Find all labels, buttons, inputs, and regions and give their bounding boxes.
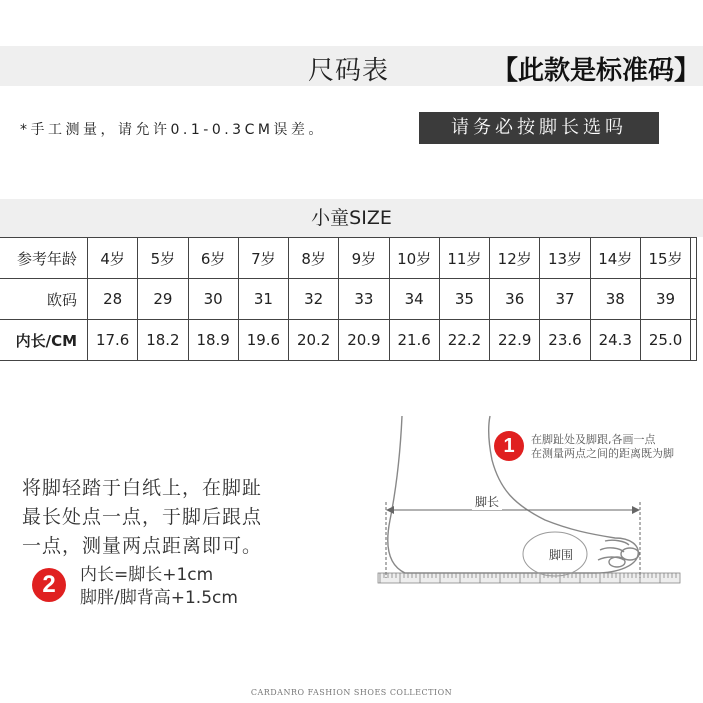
step-1-badge: 1 — [494, 431, 524, 461]
table-cell: 38 — [590, 279, 640, 320]
table-cell: 19.6 — [238, 320, 288, 361]
table-cell: 22.9 — [490, 320, 540, 361]
table-cell: 36 — [490, 279, 540, 320]
instruction-line: 一点，测量两点距离即可。 — [22, 535, 263, 557]
table-cell: 20.2 — [289, 320, 339, 361]
row-header: 欧码 — [0, 279, 88, 320]
table-cell: 4岁 — [88, 238, 138, 279]
row-header: 参考年龄 — [0, 238, 88, 279]
row-header: 内长/CM — [0, 320, 88, 361]
instruction-line: 最长处点一点，于脚后跟点 — [22, 506, 263, 528]
table-row — [0, 238, 697, 279]
table-cell: 39 — [640, 279, 690, 320]
measurement-note: *手工测量，请允许0.1-0.3CM误差。 — [20, 122, 326, 138]
table-cell: 7岁 — [238, 238, 288, 279]
table-cell: 20.9 — [339, 320, 389, 361]
size-table — [0, 237, 697, 361]
table-cell: 35 — [439, 279, 489, 320]
table-cell: 24.3 — [590, 320, 640, 361]
step-2-badge: 2 — [32, 568, 66, 602]
length-dimension — [386, 502, 640, 578]
table-cell: 10岁 — [389, 238, 439, 279]
table-cell: 33 — [339, 279, 389, 320]
brand-footer: CARDANRO FASHION SHOES COLLECTION — [250, 688, 453, 697]
formula-line: 内长=脚长+1cm — [80, 565, 214, 585]
table-cell: 9岁 — [339, 238, 389, 279]
table-cell: 23.6 — [540, 320, 590, 361]
table-cell: 25.0 — [640, 320, 690, 361]
table-cell: 34 — [389, 279, 439, 320]
table-cell: 30 — [188, 279, 238, 320]
table-cell: 5岁 — [138, 238, 188, 279]
table-cell: 8岁 — [289, 238, 339, 279]
table-cell: 31 — [238, 279, 288, 320]
table-cell: 22.2 — [439, 320, 489, 361]
foot-length-label: 脚长 — [472, 493, 502, 510]
table-cell: 32 — [289, 279, 339, 320]
length-formula — [80, 564, 238, 610]
measuring-instructions — [22, 474, 322, 561]
table-cell: 18.9 — [188, 320, 238, 361]
table-cell: 17.6 — [88, 320, 138, 361]
table-row — [0, 320, 697, 361]
table-cell-edge — [691, 279, 697, 320]
table-row — [0, 279, 697, 320]
table-cell-edge — [691, 238, 697, 279]
foot-girth-label: 脚围 — [549, 548, 574, 562]
table-cell: 11岁 — [439, 238, 489, 279]
table-cell: 13岁 — [540, 238, 590, 279]
table-cell: 29 — [138, 279, 188, 320]
step-1-line: 在脚趾处及脚跟,各画一点 — [531, 433, 656, 446]
table-cell: 18.2 — [138, 320, 188, 361]
step-1-line: 在测量两点之间的距离既为脚 — [531, 447, 674, 460]
table-cell: 14岁 — [590, 238, 640, 279]
table-cell: 28 — [88, 279, 138, 320]
table-cell: 6岁 — [188, 238, 238, 279]
ruler — [378, 573, 680, 583]
table-cell: 37 — [540, 279, 590, 320]
foot-length-notice: 请务必按脚长选吗 — [419, 112, 659, 144]
page-title: 尺码表 — [308, 56, 390, 86]
table-cell-edge — [691, 320, 697, 361]
size-table-title: 小童SIZE — [0, 199, 703, 237]
standard-size-tag: 【此款是标准码】 — [492, 56, 701, 86]
formula-line: 脚胖/脚背高+1.5cm — [80, 588, 238, 608]
table-cell: 12岁 — [490, 238, 540, 279]
instruction-line: 将脚轻踏于白纸上，在脚趾 — [22, 477, 263, 499]
step-1-text — [531, 433, 674, 461]
table-cell: 15岁 — [640, 238, 690, 279]
table-cell: 21.6 — [389, 320, 439, 361]
